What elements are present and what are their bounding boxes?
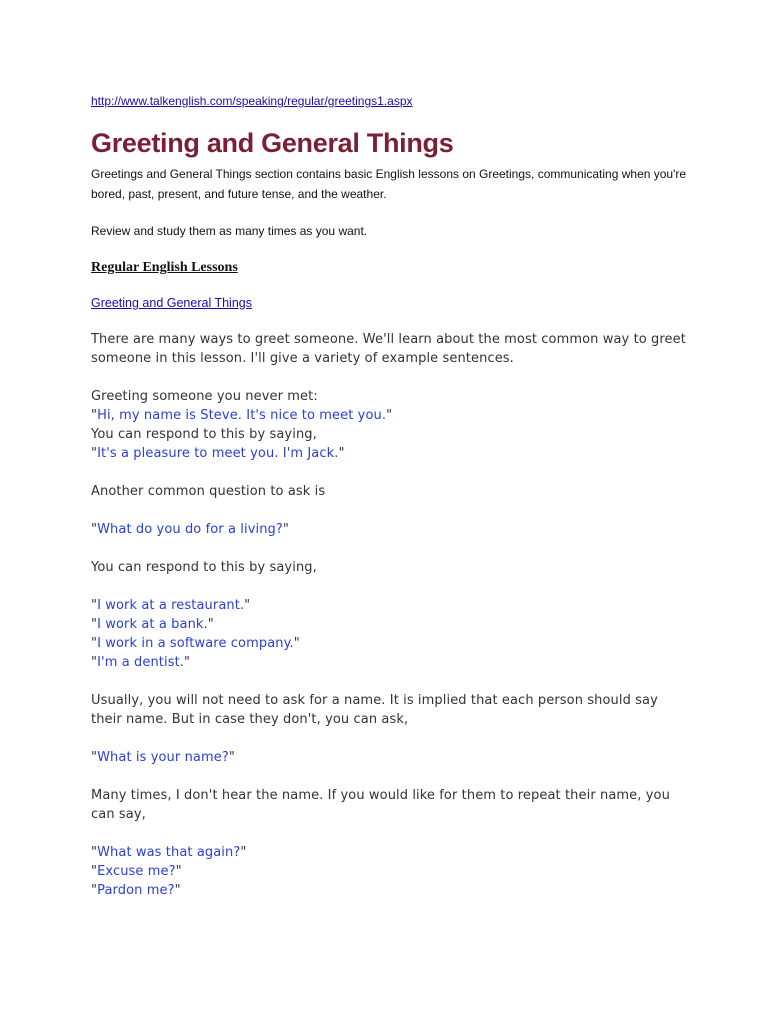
example-quote-text: I work at a bank. (97, 617, 208, 632)
example-quote: "I work at a bank." (91, 617, 214, 632)
example-quote: "Pardon me?" (91, 883, 181, 898)
example-quote: "I work at a restaurant." (91, 598, 251, 613)
paragraph-repeat: Many times, I don't hear the name. If you would like for them to repeat their name, you can say, (91, 788, 670, 822)
lesson-link[interactable]: Greeting and General Things (91, 296, 252, 310)
example-quote-text: What is your name? (97, 750, 229, 765)
review-note: Review and study them as many times as you want. (91, 224, 368, 238)
example-quote: "What was that again?" (91, 845, 247, 860)
paragraph-name: Usually, you will not need to ask for a name. It is implied that each person should say their name. But in case they don't, you can ask, (91, 693, 658, 727)
example-quote-text: Hi, my name is Steve. It's nice to meet you. (97, 408, 387, 423)
example-quote: "What do you do for a living?" (91, 522, 289, 537)
example-quote: "What is your name?" (91, 750, 235, 765)
intro-paragraph: Greetings and General Things section contains basic English lessons on Greetings, communicating when you're bored, past, present, and future tense, and the weather. (91, 167, 687, 201)
page-title: Greeting and General Things (91, 128, 454, 158)
example-quote-text: It's a pleasure to meet you. I'm Jack. (97, 446, 339, 461)
example-quote: "I work in a software company." (91, 636, 300, 651)
paragraph-greeting: Greeting someone you never met: (91, 389, 318, 404)
example-quote: "I'm a dentist." (91, 655, 191, 670)
example-quote: "Excuse me?" (91, 864, 182, 879)
paragraph-respond: You can respond to this by saying, (91, 427, 317, 442)
example-quote-text: Pardon me? (97, 883, 175, 898)
section-heading: Regular English Lessons (91, 260, 238, 275)
example-quote-text: What was that again? (97, 845, 241, 860)
example-quote-text: Excuse me? (97, 864, 176, 879)
example-quote-text: I work at a restaurant. (97, 598, 245, 613)
example-quote: "It's a pleasure to meet you. I'm Jack." (91, 446, 345, 461)
example-quote: "Hi, my name is Steve. It's nice to meet you." (91, 408, 393, 423)
example-quote-text: I'm a dentist. (97, 655, 184, 670)
example-quote-text: What do you do for a living? (97, 522, 283, 537)
paragraph-question: Another common question to ask is (91, 484, 326, 499)
source-url-link[interactable]: http://www.talkenglish.com/speaking/regular/greetings1.aspx (91, 94, 413, 108)
paragraph-respond: You can respond to this by saying, (91, 560, 317, 575)
example-quote-text: I work in a software company. (97, 636, 294, 651)
paragraph-intro: There are many ways to greet someone. We'll learn about the most common way to greet someone in this lesson. I'll give a variety of example sentences. (91, 332, 686, 366)
